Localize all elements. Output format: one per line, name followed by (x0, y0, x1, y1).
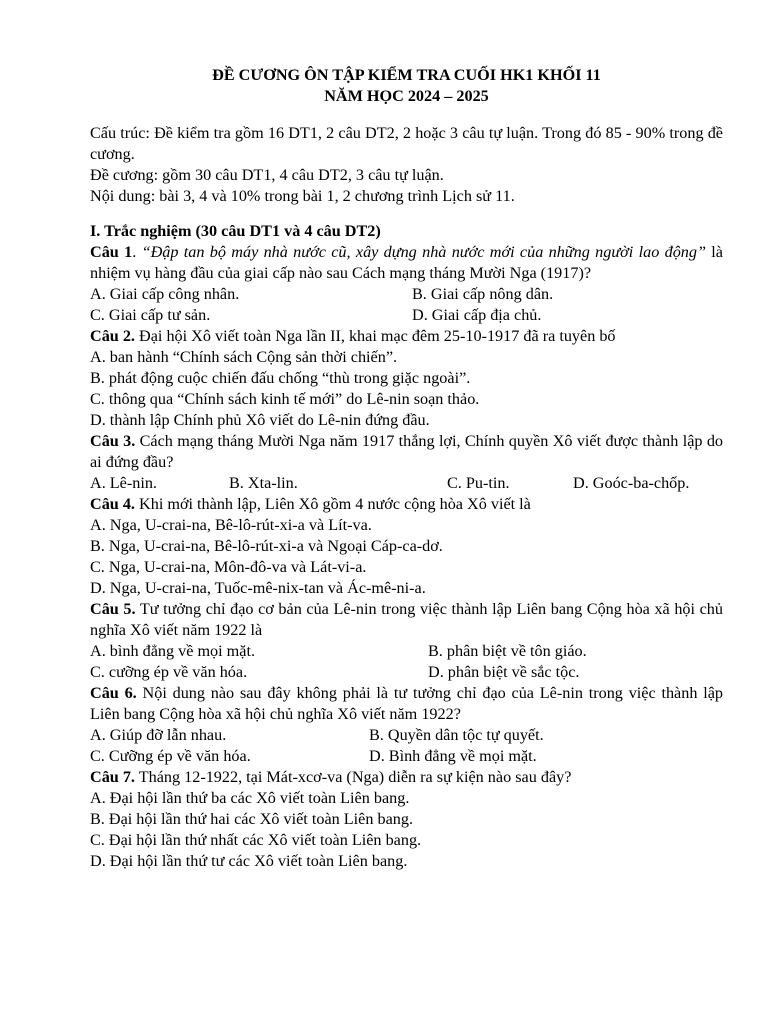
option-b: B. Đại hội lần thứ hai các Xô viết toàn Liên bang. (90, 810, 413, 828)
option-d: D. Nga, U-crai-na, Tuốc-mê-nix-tan và Ác-mê-ni-a. (90, 579, 426, 597)
question-text: là nhiệm vụ hàng đầu của giai cấp nào sau Cách mạng tháng Mười Nga (1917)? (90, 243, 723, 282)
option-a: A. Giúp đỡ lẫn nhau. (90, 726, 227, 744)
question-text: Tư tưởng chỉ đạo cơ bản của Lê-nin trong việc thành lập Liên bang Cộng hòa xã hội chủ nghĩa Xô viết năm 1922 là (90, 600, 723, 639)
option-c: C. thông qua “Chính sách kinh tế mới” do Lê-nin soạn thảo. (90, 390, 480, 408)
document-content (90, 65, 723, 872)
school-year: NĂM HỌC 2024 – 2025 (324, 87, 489, 105)
option-c: C. cưỡng ép về văn hóa. (90, 663, 248, 681)
options-row (90, 662, 723, 683)
intro-structure: Cấu trúc: Đề kiểm tra gồm 16 DT1, 2 câu DT2, 2 hoặc 3 câu tự luận. Trong đó 85 - 90% trong đề cương. (90, 124, 723, 163)
option-d: D. Giai cấp địa chủ. (412, 306, 542, 324)
question-label: Câu 1 (90, 243, 133, 261)
option-a: A. Giai cấp công nhân. (90, 285, 240, 303)
option-a: A. ban hành “Chính sách Cộng sản thời chiến”. (90, 348, 398, 366)
question-text: Khi mới thành lập, Liên Xô gồm 4 nước cộng hòa Xô viết là (134, 495, 531, 513)
option-b: B. Giai cấp nông dân. (412, 285, 554, 303)
question-dot: . (132, 243, 137, 261)
option-a: A. Đại hội lần thứ ba các Xô viết toàn Liên bang. (90, 789, 410, 807)
question-7 (90, 767, 723, 788)
question-label: Câu 6. (90, 684, 137, 702)
document-title: ĐỀ CƯƠNG ÔN TẬP KIỂM TRA CUỐI HK1 KHỐI 11 (212, 66, 601, 84)
question-2 (90, 326, 723, 347)
option-c: C. Đại hội lần thứ nhất các Xô viết toàn Liên bang. (90, 831, 422, 849)
options-row (90, 746, 723, 767)
option-b: B. Xta-lin. (229, 474, 298, 492)
option-b: B. Nga, U-crai-na, Bê-lô-rút-xi-a và Ngoại Cáp-ca-dơ. (90, 537, 443, 555)
section-title: I. Trắc nghiệm (30 câu DT1 và 4 câu DT2) (90, 222, 381, 240)
options-row (90, 284, 723, 305)
options-row (90, 641, 723, 662)
question-label: Câu 4. (90, 495, 135, 513)
question-text: Nội dung nào sau đây không phải là tư tưởng chỉ đạo của Lê-nin trong việc thành lập Liên bang Cộng hòa xã hội chủ nghĩa Xô viết năm 1922? (90, 684, 723, 723)
option-b: B. phát động cuộc chiến đấu chống “thù trong giặc ngoài”. (90, 369, 471, 387)
question-6 (90, 683, 723, 725)
option-d: D. phân biệt về sắc tộc. (428, 663, 580, 681)
question-5 (90, 599, 723, 641)
question-3 (90, 431, 723, 473)
question-quote: “Đập tan bộ máy nhà nước cũ, xây dựng nhà nước mới của những người lao động” (136, 243, 706, 261)
option-c: C. Giai cấp tư sản. (90, 306, 211, 324)
option-c: C. Pu-tin. (447, 474, 510, 492)
option-a: A. Nga, U-crai-na, Bê-lô-rút-xi-a và Lít-va. (90, 516, 372, 534)
options-row (90, 473, 723, 494)
intro-content: Nội dung: bài 3, 4 và 10% trong bài 1, 2 chương trình Lịch sử 11. (90, 187, 515, 205)
options-row (90, 305, 723, 326)
option-b: B. phân biệt về tôn giáo. (428, 642, 587, 660)
option-a: A. Lê-nin. (90, 474, 157, 492)
question-label: Câu 7. (90, 768, 135, 786)
question-label: Câu 3. (90, 432, 136, 450)
option-d: D. Goóc-ba-chốp. (573, 474, 690, 492)
options-row (90, 725, 723, 746)
question-text: Tháng 12-1922, tại Mát-xcơ-va (Nga) diễn ra sự kiện nào sau đây? (134, 768, 572, 786)
question-1 (90, 242, 723, 284)
question-text: Cách mạng tháng Mười Nga năm 1917 thắng lợi, Chính quyền Xô viết được thành lập do ai đứng đầu? (90, 432, 724, 471)
option-d: D. Bình đẳng về mọi mặt. (369, 747, 537, 765)
option-d: D. Đại hội lần thứ tư các Xô viết toàn Liên bang. (90, 852, 408, 870)
option-d: D. thành lập Chính phủ Xô viết do Lê-nin đứng đầu. (90, 411, 430, 429)
question-label: Câu 2. (90, 327, 135, 345)
intro-outline: Đề cương: gồm 30 câu DT1, 4 câu DT2, 3 câu tự luận. (90, 166, 444, 184)
question-4 (90, 494, 723, 515)
question-text: Đại hội Xô viết toàn Nga lần II, khai mạc đêm 25-10-1917 đã ra tuyên bố (134, 327, 616, 345)
option-c: C. Cưỡng ép về văn hóa. (90, 747, 251, 765)
option-b: B. Quyền dân tộc tự quyết. (369, 726, 544, 744)
option-a: A. bình đẳng về mọi mặt. (90, 642, 255, 660)
question-label: Câu 5. (90, 600, 136, 618)
option-c: C. Nga, U-crai-na, Môn-đô-va và Lát-vi-a. (90, 558, 367, 576)
